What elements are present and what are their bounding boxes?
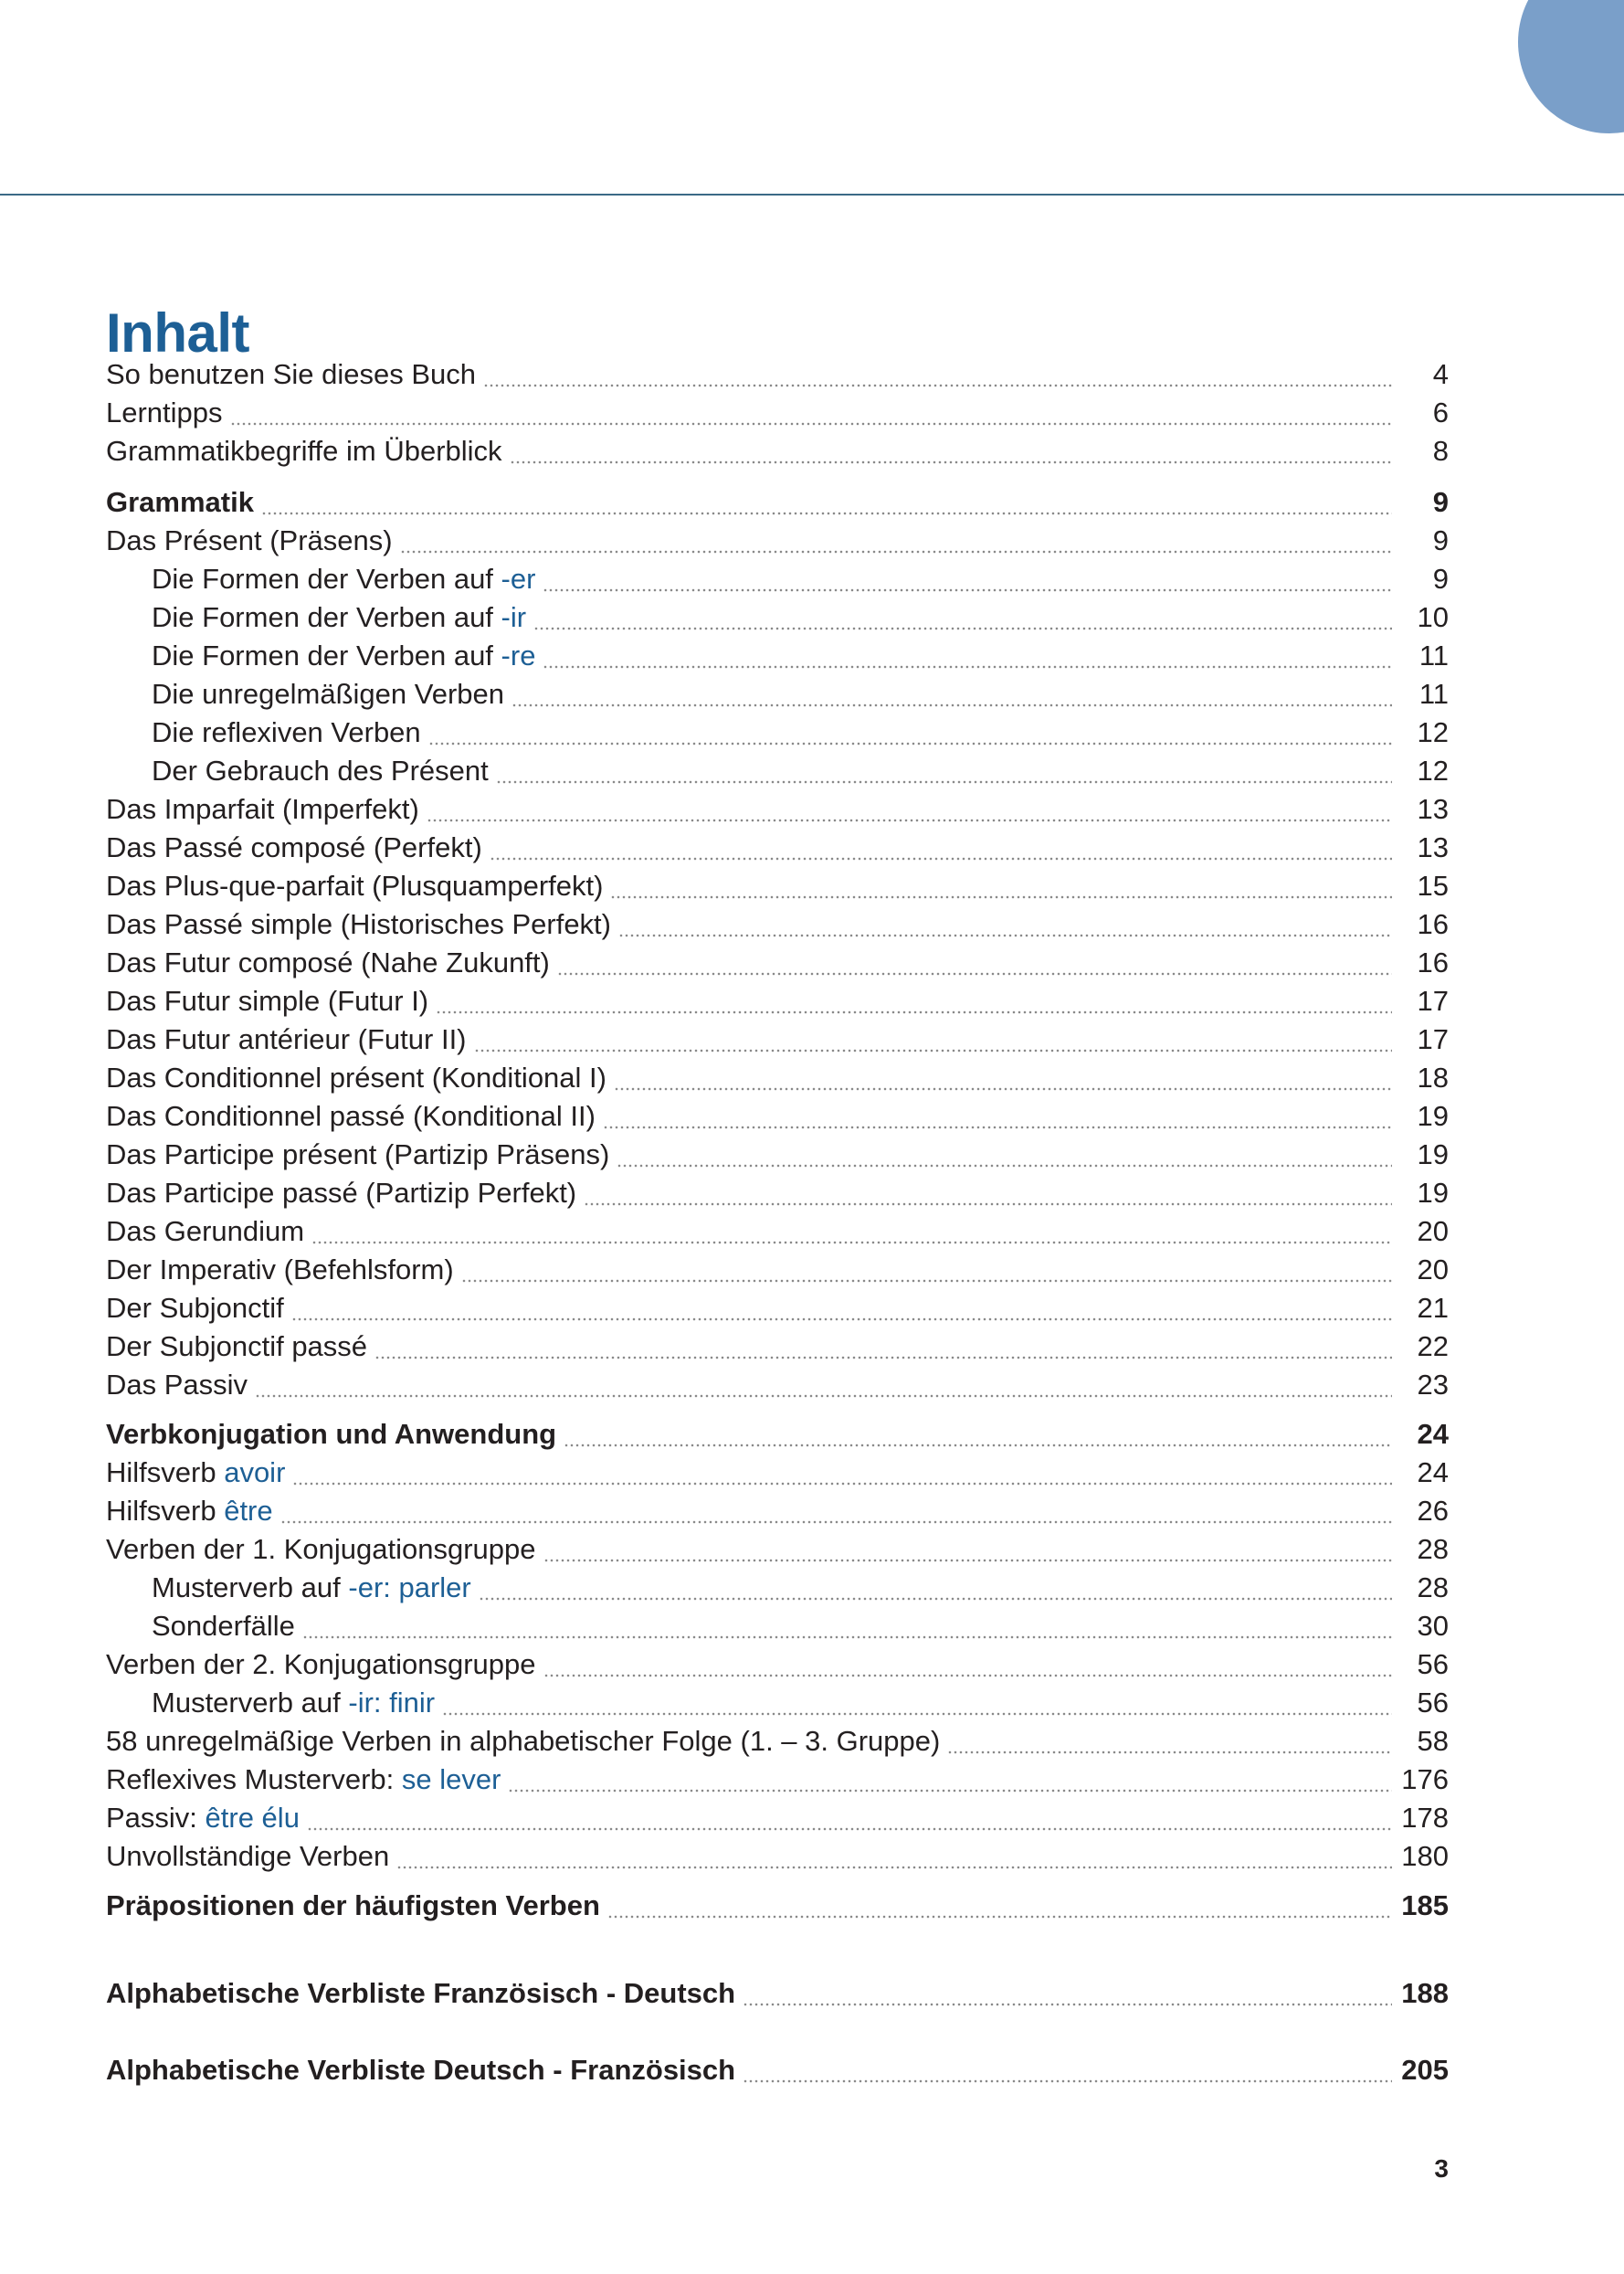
toc-entry-page: 28 xyxy=(1417,1571,1449,1603)
toc-entry-title: Der Subjonctif xyxy=(106,1292,284,1324)
toc-entry-page: 23 xyxy=(1417,1369,1449,1401)
toc-entry-page: 56 xyxy=(1417,1687,1449,1719)
dot-leader xyxy=(292,1482,1392,1486)
toc-entry[interactable] xyxy=(106,983,1449,1020)
toc-entry[interactable] xyxy=(106,1531,1449,1568)
toc-entry-title: Die reflexiven Verben xyxy=(152,716,421,748)
dot-leader xyxy=(474,1049,1392,1052)
dot-leader xyxy=(490,857,1392,861)
toc-entry-page: 20 xyxy=(1417,1253,1449,1285)
toc-entry[interactable] xyxy=(106,945,1449,981)
toc-entry-title: Die unregelmäßigen Verben xyxy=(152,678,505,710)
toc-entry[interactable] xyxy=(106,1646,1449,1683)
toc-entry-title: Der Gebrauch des Présent xyxy=(152,755,489,787)
dot-leader xyxy=(396,1866,1392,1869)
dot-leader xyxy=(543,588,1392,592)
toc-entry-title: Das Participe passé (Partizip Perfekt) xyxy=(106,1177,577,1209)
toc-entry-page: 9 xyxy=(1432,563,1449,595)
toc-entry[interactable] xyxy=(106,1290,1449,1327)
dot-leader xyxy=(230,422,1392,426)
dot-leader xyxy=(311,1241,1392,1244)
toc-entry[interactable] xyxy=(106,1060,1449,1096)
dot-leader xyxy=(307,1827,1392,1831)
toc-entry-page: 8 xyxy=(1432,435,1449,467)
toc-entry-title: 58 unregelmäßige Verben in alphabetischer Folge (1. – 3. Gruppe) xyxy=(106,1725,941,1757)
dot-leader xyxy=(483,384,1392,387)
toc-entry-title: Alphabetische Verbliste Deutsch - Französisch xyxy=(106,2054,736,2086)
toc-entry[interactable] xyxy=(106,1416,1449,1453)
toc-entry-page: 188 xyxy=(1401,1977,1449,2009)
toc-entry-title: Das Conditionnel présent (Konditional I) xyxy=(106,1062,606,1094)
toc-entry-title: Das Gerundium xyxy=(106,1215,305,1247)
toc-entry[interactable] xyxy=(106,395,1449,431)
toc-entry[interactable] xyxy=(106,1761,1449,1798)
toc-entry-title: Das Participe présent (Partizip Präsens) xyxy=(106,1138,610,1170)
dot-leader xyxy=(564,1444,1392,1447)
toc-entry-title: Der Imperativ (Befehlsform) xyxy=(106,1253,454,1285)
toc-entry-title: Musterverb auf -ir: finir xyxy=(152,1687,436,1719)
dot-leader xyxy=(442,1712,1392,1716)
toc-entry-page: 19 xyxy=(1417,1177,1449,1209)
toc-entry-french-term: -re xyxy=(501,640,536,672)
toc-entry-page: 9 xyxy=(1432,524,1449,556)
toc-entry[interactable] xyxy=(106,1493,1449,1529)
dot-leader xyxy=(533,627,1392,630)
dot-leader xyxy=(543,1674,1392,1677)
dot-leader xyxy=(617,1164,1392,1168)
toc-entry-title: So benutzen Sie dieses Buch xyxy=(106,358,476,390)
toc-entry[interactable] xyxy=(106,1570,1449,1606)
dot-leader xyxy=(496,780,1392,784)
toc-entry-title: Präpositionen der häufigsten Verben xyxy=(106,1889,600,1921)
toc-entry-title: Verbkonjugation und Anwendung xyxy=(106,1418,557,1450)
dot-leader xyxy=(543,1559,1392,1562)
toc-entry-title: Passiv: être élu xyxy=(106,1802,300,1834)
toc-entry-page: 28 xyxy=(1417,1533,1449,1565)
toc-entry-title: Verben der 1. Konjugationsgruppe xyxy=(106,1533,536,1565)
toc-entry-page: 11 xyxy=(1418,640,1449,672)
toc-entry-title: Das Présent (Präsens) xyxy=(106,524,393,556)
toc-entry-title: Musterverb auf -er: parler xyxy=(152,1571,471,1603)
dot-leader xyxy=(261,512,1392,515)
toc-entry[interactable] xyxy=(106,2052,1449,2089)
toc-entry-title: Die Formen der Verben auf -er xyxy=(152,563,536,595)
toc-entry[interactable] xyxy=(106,791,1449,828)
toc-entry-french-term: être xyxy=(224,1495,273,1527)
dot-leader xyxy=(479,1597,1392,1601)
toc-entry[interactable] xyxy=(106,906,1449,943)
toc-entry[interactable] xyxy=(106,1975,1449,2012)
toc-entry[interactable] xyxy=(106,1328,1449,1365)
toc-entry-title: Reflexives Musterverb: se lever xyxy=(106,1763,501,1795)
dot-leader xyxy=(508,1789,1392,1793)
toc-entry-french-term: avoir xyxy=(224,1456,286,1488)
toc-entry-title: Das Conditionnel passé (Konditional II) xyxy=(106,1100,596,1132)
toc-entry-title: Das Passé composé (Perfekt) xyxy=(106,831,482,863)
toc-entry-french-term: se lever xyxy=(401,1763,501,1795)
toc-entry-title: Alphabetische Verbliste Französisch - Deutsch xyxy=(106,1977,736,2009)
toc-entry[interactable] xyxy=(106,356,1449,393)
toc-entry-french-term: -er: parler xyxy=(348,1571,471,1603)
toc-entry-page: 205 xyxy=(1401,2054,1449,2086)
toc-entry-page: 4 xyxy=(1432,358,1449,390)
toc-entry[interactable] xyxy=(106,676,1449,713)
toc-entry-page: 13 xyxy=(1417,793,1449,825)
toc-entry-page: 20 xyxy=(1417,1215,1449,1247)
toc-entry-title: Die Formen der Verben auf -ir xyxy=(152,601,527,633)
dot-leader xyxy=(436,1010,1392,1014)
toc-entry[interactable] xyxy=(106,1213,1449,1250)
toc-entry[interactable] xyxy=(106,1838,1449,1875)
dot-leader xyxy=(427,819,1392,822)
toc-entry[interactable] xyxy=(106,561,1449,598)
toc-entry-page: 15 xyxy=(1417,870,1449,902)
toc-entry-title: Das Plus-que-parfait (Plusquamperfekt) xyxy=(106,870,604,902)
toc-entry-page: 16 xyxy=(1417,908,1449,940)
toc-entry-title: Das Futur simple (Futur I) xyxy=(106,985,429,1017)
toc-entry-title: Das Imparfait (Imperfekt) xyxy=(106,793,419,825)
toc-entry-page: 18 xyxy=(1417,1062,1449,1094)
toc-entry-french-term: -er xyxy=(501,563,536,595)
toc-entry[interactable] xyxy=(106,1137,1449,1173)
toc-entry[interactable] xyxy=(106,1252,1449,1288)
toc-entry[interactable] xyxy=(106,1888,1449,1924)
toc-entry-page: 30 xyxy=(1417,1610,1449,1642)
dot-leader xyxy=(428,742,1392,746)
toc-entry-title: Grammatik xyxy=(106,486,254,518)
toc-entry-title: Hilfsverb avoir xyxy=(106,1456,286,1488)
toc-entry[interactable] xyxy=(106,433,1449,470)
corner-decoration-circle xyxy=(1518,0,1624,133)
toc-entry-page: 12 xyxy=(1417,716,1449,748)
toc-entry[interactable] xyxy=(106,1685,1449,1721)
toc-entry[interactable] xyxy=(106,638,1449,674)
toc-entry-title: Das Passiv xyxy=(106,1369,248,1401)
dot-leader xyxy=(603,1126,1392,1129)
toc-entry[interactable] xyxy=(106,714,1449,751)
toc-entry-french-term: être élu xyxy=(205,1802,300,1834)
toc-entry-page: 9 xyxy=(1432,486,1449,518)
dot-leader xyxy=(302,1635,1392,1639)
toc-entry-title: Das Passé simple (Historisches Perfekt) xyxy=(106,908,611,940)
dot-leader xyxy=(614,1087,1392,1091)
toc-entry-page: 185 xyxy=(1401,1889,1449,1921)
toc-entry-title: Grammatikbegriffe im Überblick xyxy=(106,435,502,467)
toc-entry-page: 180 xyxy=(1401,1840,1449,1872)
toc-entry-title: Sonderfälle xyxy=(152,1610,295,1642)
dot-leader xyxy=(511,703,1392,707)
toc-entry-page: 12 xyxy=(1417,755,1449,787)
dot-leader xyxy=(374,1356,1392,1359)
dot-leader xyxy=(584,1202,1392,1206)
dot-leader xyxy=(461,1279,1392,1283)
dot-leader xyxy=(400,550,1392,554)
toc-entry[interactable] xyxy=(106,599,1449,636)
toc-entry-title: Die Formen der Verben auf -re xyxy=(152,640,536,672)
toc-entry-page: 13 xyxy=(1417,831,1449,863)
page-number: 3 xyxy=(1434,2154,1449,2183)
toc-entry[interactable] xyxy=(106,1367,1449,1403)
toc-entry-title: Lerntipps xyxy=(106,397,223,428)
toc-entry-page: 17 xyxy=(1417,1023,1449,1055)
toc-entry[interactable] xyxy=(106,830,1449,866)
toc-entry[interactable] xyxy=(106,1098,1449,1135)
dot-leader xyxy=(291,1317,1392,1321)
toc-entry[interactable] xyxy=(106,1800,1449,1836)
toc-entry-page: 19 xyxy=(1417,1100,1449,1132)
toc-entry[interactable] xyxy=(106,1723,1449,1760)
toc-entry-page: 176 xyxy=(1401,1763,1449,1795)
toc-entry-page: 11 xyxy=(1418,678,1449,710)
dot-leader xyxy=(610,895,1392,899)
dot-leader xyxy=(743,2003,1392,2006)
dot-leader xyxy=(557,972,1392,976)
toc-entry-title: Hilfsverb être xyxy=(106,1495,273,1527)
toc-entry-title: Der Subjonctif passé xyxy=(106,1330,368,1362)
toc-entry[interactable] xyxy=(106,523,1449,559)
toc-entry-page: 56 xyxy=(1417,1648,1449,1680)
toc-entry-page: 58 xyxy=(1417,1725,1449,1757)
toc-entry-title: Das Futur antérieur (Futur II) xyxy=(106,1023,467,1055)
toc-entry-title: Verben der 2. Konjugationsgruppe xyxy=(106,1648,536,1680)
toc-entry[interactable] xyxy=(106,1454,1449,1491)
toc-entry[interactable] xyxy=(106,1608,1449,1645)
dot-leader xyxy=(543,665,1392,669)
toc-entry-page: 16 xyxy=(1417,947,1449,978)
toc-entry-page: 22 xyxy=(1417,1330,1449,1362)
toc-entry-page: 10 xyxy=(1417,601,1449,633)
toc-entry-page: 24 xyxy=(1417,1418,1449,1450)
dot-leader xyxy=(255,1394,1392,1398)
toc-entry[interactable] xyxy=(106,868,1449,904)
dot-leader xyxy=(743,2079,1392,2083)
toc-entry[interactable] xyxy=(106,484,1449,521)
toc-entry-page: 19 xyxy=(1417,1138,1449,1170)
toc-entry-page: 178 xyxy=(1401,1802,1449,1834)
toc-entry-page: 6 xyxy=(1432,397,1449,428)
toc-entry[interactable] xyxy=(106,1021,1449,1058)
page-title: Inhalt xyxy=(106,302,249,365)
dot-leader xyxy=(607,1915,1392,1919)
toc-entry-page: 21 xyxy=(1417,1292,1449,1324)
toc-entry-french-term: -ir: finir xyxy=(348,1687,436,1719)
toc-entry[interactable] xyxy=(106,753,1449,789)
toc-entry-page: 24 xyxy=(1417,1456,1449,1488)
toc-entry-french-term: -ir xyxy=(501,601,527,633)
toc-entry-title: Das Futur composé (Nahe Zukunft) xyxy=(106,947,550,978)
dot-leader xyxy=(280,1520,1392,1524)
toc-entry-page: 17 xyxy=(1417,985,1449,1017)
toc-entry-page: 26 xyxy=(1417,1495,1449,1527)
dot-leader xyxy=(510,460,1392,464)
dot-leader xyxy=(618,934,1392,937)
toc-entry-title: Unvollständige Verben xyxy=(106,1840,390,1872)
header-rule xyxy=(0,194,1624,196)
dot-leader xyxy=(947,1750,1392,1754)
toc-entry[interactable] xyxy=(106,1175,1449,1211)
